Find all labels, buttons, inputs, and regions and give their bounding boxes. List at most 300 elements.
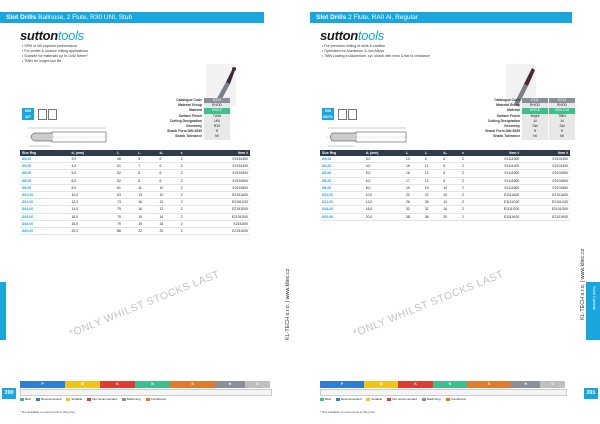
table-cell: 6 xyxy=(158,156,179,163)
right-note: * Not available on some tools in this price xyxy=(320,410,375,414)
table-cell: E2151500 xyxy=(195,170,250,177)
table-cell: 16 xyxy=(136,199,157,206)
spine-right-text: KL-TECH s.r.o. | www.kltec.cz xyxy=(580,248,586,320)
table-cell: E1111500 xyxy=(474,170,521,177)
table-cell: 12 xyxy=(441,199,460,206)
material-group: O xyxy=(540,381,565,388)
table-cell: E2101C00 xyxy=(521,199,570,206)
column-header: d₁ (mm) xyxy=(69,150,115,156)
table-cell: 2 xyxy=(179,227,195,234)
table-cell: Ø5,00 xyxy=(20,170,69,177)
right-watermark: *ONLY WHILST STOCKS LAST xyxy=(351,268,506,340)
right-logo-b: tools xyxy=(357,28,384,43)
spec-value: h6 xyxy=(204,134,230,139)
legend-label: Recommended xyxy=(41,397,62,401)
legend-swatch xyxy=(336,398,340,401)
table-row xyxy=(320,156,570,163)
legend-swatch xyxy=(422,398,426,401)
table-cell: E2151800 xyxy=(195,184,250,191)
table-cell: Ø4,00 xyxy=(320,163,364,170)
slot-icon xyxy=(338,109,347,120)
spec-value: E210 xyxy=(549,98,575,103)
left-bullets xyxy=(22,44,88,64)
table-cell: 6 xyxy=(158,177,179,184)
table-cell: 4,0 xyxy=(69,163,115,170)
table-cell: 26 xyxy=(423,199,442,206)
table-cell: 20,0 xyxy=(69,227,115,234)
right-side-tab xyxy=(586,282,600,340)
bars-icon xyxy=(348,109,357,120)
table-cell: 16,0 xyxy=(69,213,115,220)
table-cell: 10,0 xyxy=(69,191,115,198)
legend-item xyxy=(366,397,382,401)
table-cell: 6 xyxy=(441,163,460,170)
table-cell: 12,0 xyxy=(364,199,404,206)
spec-value: HSS-E xyxy=(204,108,230,113)
table-cell: 22 xyxy=(136,227,157,234)
legend-item xyxy=(422,397,441,401)
table-cell: Ø8,00 xyxy=(20,184,69,191)
table-cell: 8 xyxy=(136,177,157,184)
table-cell: 79 xyxy=(115,213,136,220)
spec-label: Material xyxy=(189,108,202,113)
table-cell: 46 xyxy=(115,156,136,163)
left-legend xyxy=(20,397,171,401)
table-cell: 26 xyxy=(404,199,423,206)
table-cell: 8,0 xyxy=(69,184,115,191)
table-cell: E1111K00 xyxy=(474,213,521,220)
table-cell: 10 xyxy=(441,191,460,198)
table-cell: 2 xyxy=(179,156,195,163)
table-cell: 19 xyxy=(136,220,157,227)
table-cell: E2101300 xyxy=(521,156,570,163)
left-product-table xyxy=(20,150,250,235)
table-cell: 16,0 xyxy=(364,206,404,213)
spine-left-text: KL-TECH s.r.o. | www.kltec.cz xyxy=(285,268,291,340)
right-bullet: • Optimised for Aluminium & non Alloys xyxy=(322,49,430,54)
table-row xyxy=(20,184,250,191)
table-cell: E1111800 xyxy=(474,184,521,191)
right-logo-a: sutton xyxy=(320,28,358,43)
spec-label: Catalogue Code xyxy=(176,98,202,102)
table-cell: 18,0 xyxy=(69,220,115,227)
left-bullet: • TiAlN for longer tool life xyxy=(22,59,88,64)
table-cell: Ø6,00 xyxy=(320,177,364,184)
legend-label: Suitable xyxy=(71,397,83,401)
table-cell: 10 xyxy=(441,184,460,191)
right-logo xyxy=(320,28,384,43)
legend-swatch xyxy=(66,398,70,401)
spec-value: Al xyxy=(522,119,548,124)
legend-label: Recommended xyxy=(341,397,362,401)
left-header-category: Slot Drills xyxy=(6,14,37,21)
table-cell: 79 xyxy=(115,220,136,227)
spec-value: RHOD xyxy=(549,103,575,108)
material-group: N xyxy=(135,381,170,388)
table-cell: 20,0 xyxy=(364,213,404,220)
table-cell: E1111G00 xyxy=(474,206,521,213)
material-group: P xyxy=(320,381,364,388)
table-cell: 2 xyxy=(179,170,195,177)
table-cell: 8 xyxy=(136,170,157,177)
table-cell: 5 xyxy=(136,156,157,163)
table-cell: 73 xyxy=(115,199,136,206)
table-cell: Ø3,00 xyxy=(20,156,69,163)
legend-label: Not recommended xyxy=(92,397,117,401)
table-cell: 2 xyxy=(179,177,195,184)
material-group: P xyxy=(20,381,65,388)
table-cell: Ø10,00 xyxy=(20,191,69,198)
legend-swatch xyxy=(366,398,370,401)
spec-label: Geometry xyxy=(504,123,520,128)
right-header-category: Slot Drills xyxy=(316,14,347,21)
column-header: z xyxy=(179,150,195,156)
material-group: M xyxy=(364,381,398,388)
table-row xyxy=(320,213,570,220)
right-header-title: 2 Flute, RA0 Al, Regular xyxy=(346,14,418,21)
slot-icon xyxy=(38,109,47,120)
table-cell: Ø16,00 xyxy=(320,206,364,213)
material-group: S xyxy=(170,381,215,388)
legend-item xyxy=(336,397,361,401)
right-bullets xyxy=(322,44,430,59)
table-cell: 12 xyxy=(158,206,179,213)
table-row xyxy=(20,191,250,198)
table-cell: 32 xyxy=(404,206,423,213)
table-cell: 2 xyxy=(460,177,474,184)
legend-swatch xyxy=(20,398,24,401)
column-header: Item # xyxy=(195,150,250,156)
table-row xyxy=(20,213,250,220)
spec-label: Material Group xyxy=(496,103,520,108)
material-group: H xyxy=(215,381,245,388)
table-row xyxy=(20,170,250,177)
material-group: H xyxy=(511,381,540,388)
table-row xyxy=(20,206,250,213)
table-row xyxy=(320,163,570,170)
table-cell: E2151400 xyxy=(195,163,250,170)
spec-label: Surface Finish xyxy=(496,113,520,118)
right-bullet: • For precision milling of slots & cavities xyxy=(322,44,430,49)
table-cell: 14,0 xyxy=(69,206,115,213)
table-cell: E2101A00 xyxy=(521,191,570,198)
table-row xyxy=(320,170,570,177)
table-cell: 3,0 xyxy=(364,156,404,163)
right-product-table xyxy=(320,150,570,221)
table-cell: 88 xyxy=(115,227,136,234)
right-header xyxy=(310,12,572,23)
table-cell: Ø12,00 xyxy=(320,199,364,206)
right-din-badge: DIN 6527L xyxy=(323,109,333,119)
column-header: Size Reg xyxy=(320,150,364,156)
table-cell: 2 xyxy=(179,213,195,220)
spec-value: E111 xyxy=(522,98,548,103)
spec-value: UNI xyxy=(204,119,230,124)
spec-value: E215 xyxy=(204,98,230,103)
spec-value: Std xyxy=(549,124,575,129)
spec-label: Geometry xyxy=(186,123,202,128)
table-cell: E1111C00 xyxy=(474,199,521,206)
legend-swatch xyxy=(320,398,324,401)
table-cell: Ø12,00 xyxy=(20,199,69,206)
legend-label: Machining xyxy=(426,397,441,401)
table-cell: Ø16,00 xyxy=(20,213,69,220)
table-cell: 17 xyxy=(404,177,423,184)
spec-value: HSS-E xyxy=(522,108,548,113)
table-cell: 79 xyxy=(115,206,136,213)
table-cell: E2151A00 xyxy=(195,191,250,198)
legend-item xyxy=(320,397,331,401)
table-cell: 13 xyxy=(404,156,423,163)
table-cell: 16 xyxy=(158,220,179,227)
table-cell: 2 xyxy=(460,213,474,220)
table-cell: 6,0 xyxy=(364,177,404,184)
column-header: d₁ (mm) xyxy=(364,150,404,156)
left-tool-drawing xyxy=(22,126,112,148)
legend-label: Conditional xyxy=(450,397,466,401)
left-bullet: • SPM of 4th superior performance xyxy=(22,44,88,49)
spec-value: H xyxy=(522,129,548,134)
table-cell: 6 xyxy=(158,163,179,170)
legend-item xyxy=(66,397,82,401)
legend-item xyxy=(387,397,417,401)
table-cell: 13 xyxy=(136,191,157,198)
left-spec-row xyxy=(152,134,231,139)
spec-value: TiBN xyxy=(549,114,575,119)
left-material-bar xyxy=(20,381,270,388)
spec-label: Shank Tolerance xyxy=(493,134,520,139)
legend-swatch xyxy=(36,398,40,401)
table-cell: 19 xyxy=(404,184,423,191)
left-header-title: Ballnose, 2 Flute, R30 UNI, Stub xyxy=(36,14,133,21)
material-group: N xyxy=(433,381,467,388)
right-spec-table xyxy=(470,98,576,140)
right-material-scale xyxy=(320,389,567,396)
table-cell: 5,0 xyxy=(364,170,404,177)
table-cell: Ø20,00 xyxy=(320,213,364,220)
table-cell: 10 xyxy=(158,184,179,191)
left-bullet: • For profile & contour milling applications xyxy=(22,49,88,54)
column-header: l₂ xyxy=(136,150,157,156)
table-row xyxy=(20,227,250,234)
column-header: Item # xyxy=(474,150,521,156)
spec-label: Cutting Designation xyxy=(487,118,520,123)
table-cell: E2101400 xyxy=(521,163,570,170)
table-cell: 6 xyxy=(441,170,460,177)
spec-value: h6 xyxy=(522,134,548,139)
table-cell: Ø18,00 xyxy=(20,220,69,227)
material-group: K xyxy=(100,381,135,388)
table-cell: 2 xyxy=(460,199,474,206)
table-cell: E2151I00 xyxy=(195,220,250,227)
material-group: K xyxy=(398,381,432,388)
table-cell: 38 xyxy=(404,213,423,220)
table-cell: E2101500 xyxy=(521,170,570,177)
left-logo-a: sutton xyxy=(20,28,58,43)
left-page-number: 390 xyxy=(2,388,16,399)
table-cell: Ø5,00 xyxy=(320,170,364,177)
left-feature-icons xyxy=(38,109,58,119)
table-cell: 20 xyxy=(158,227,179,234)
table-cell: 2 xyxy=(460,184,474,191)
legend-item xyxy=(20,397,31,401)
table-row xyxy=(20,163,250,170)
right-page xyxy=(300,0,600,424)
table-cell: E2151600 xyxy=(195,177,250,184)
spec-label: Material Group xyxy=(178,103,202,108)
bars-icon xyxy=(48,109,57,120)
table-cell: 20 xyxy=(441,213,460,220)
table-cell: 16 xyxy=(404,163,423,170)
table-cell: 13 xyxy=(423,170,442,177)
spec-label: Shank Tolerance xyxy=(175,134,202,139)
table-cell: Ø8,00 xyxy=(320,184,364,191)
spec-value: Bright xyxy=(522,114,548,119)
table-cell: E1111600 xyxy=(474,177,521,184)
table-cell: 52 xyxy=(115,170,136,177)
table-cell: Ø4,00 xyxy=(20,163,69,170)
table-cell: Ø6,00 xyxy=(20,177,69,184)
legend-item xyxy=(146,397,166,401)
legend-item xyxy=(122,397,141,401)
column-header: z xyxy=(460,150,474,156)
legend-swatch xyxy=(87,398,91,401)
right-spec-row xyxy=(470,134,576,139)
right-legend xyxy=(320,397,471,401)
table-row xyxy=(20,156,250,163)
left-din-badge: DIN 327 xyxy=(22,108,34,120)
table-cell: Ø10,00 xyxy=(320,191,364,198)
left-logo-b: tools xyxy=(57,28,84,43)
column-header: Item # xyxy=(521,150,570,156)
table-cell: E1111300 xyxy=(474,156,521,163)
table-cell: 51 xyxy=(115,163,136,170)
table-row xyxy=(20,220,250,227)
spec-label: Shank Form DIN 6535 xyxy=(167,129,202,134)
table-cell: 12,0 xyxy=(69,199,115,206)
table-cell: 2 xyxy=(460,206,474,213)
table-cell: 6 xyxy=(158,170,179,177)
table-cell: Ø14,00 xyxy=(20,206,69,213)
table-cell: E2101G00 xyxy=(521,206,570,213)
column-header: l₁ xyxy=(115,150,136,156)
right-side-tab-label: Solid Carbide xyxy=(592,286,597,311)
table-cell: 3,0 xyxy=(69,156,115,163)
spec-value: h6 xyxy=(549,134,575,139)
table-cell: E2151300 xyxy=(195,156,250,163)
table-cell: 2 xyxy=(179,206,195,213)
table-cell: 38 xyxy=(423,213,442,220)
table-cell: Ø3,00 xyxy=(320,156,364,163)
legend-label: Suitable xyxy=(371,397,383,401)
spec-label: Catalogue Code xyxy=(494,98,520,102)
table-cell: 4,0 xyxy=(364,163,404,170)
left-material-scale xyxy=(20,389,272,396)
left-watermark: *ONLY WHILST STOCKS LAST xyxy=(67,268,222,340)
table-row xyxy=(320,184,570,191)
left-bullet: • Suitable for materials up to 1x40 N/mm² xyxy=(22,54,88,59)
table-cell: 63 xyxy=(115,191,136,198)
table-cell: E2151E00 xyxy=(195,206,250,213)
table-cell: E1111A00 xyxy=(474,191,521,198)
table-row xyxy=(320,206,570,213)
table-cell: 2 xyxy=(460,170,474,177)
spec-value: Al xyxy=(549,119,575,124)
column-header: d₂ xyxy=(441,150,460,156)
table-row xyxy=(20,199,250,206)
table-cell: 6 xyxy=(441,156,460,163)
table-cell: E2101600 xyxy=(521,177,570,184)
table-row xyxy=(320,177,570,184)
spec-value: Std xyxy=(522,124,548,129)
table-cell: 2 xyxy=(460,163,474,170)
table-cell: 52 xyxy=(115,177,136,184)
table-cell: 2 xyxy=(179,163,195,170)
table-cell: 6 xyxy=(441,177,460,184)
legend-label: Conditional xyxy=(150,397,166,401)
left-note: * Not available on some tools in this price xyxy=(20,410,75,414)
table-row xyxy=(320,191,570,198)
table-cell: E2151G00 xyxy=(195,213,250,220)
column-header: l₂ xyxy=(423,150,442,156)
table-cell: 8,0 xyxy=(364,184,404,191)
legend-swatch xyxy=(387,398,391,401)
table-row xyxy=(320,199,570,206)
table-cell: 16 xyxy=(136,206,157,213)
left-logo xyxy=(20,28,84,43)
table-cell: 12 xyxy=(158,199,179,206)
table-cell: 22 xyxy=(404,191,423,198)
table-row xyxy=(20,177,250,184)
legend-item xyxy=(446,397,466,401)
table-cell: 6 xyxy=(423,156,442,163)
left-spec-table xyxy=(152,98,231,140)
table-cell: 2 xyxy=(179,199,195,206)
table-cell: E2151K00 xyxy=(195,227,250,234)
spec-value: H xyxy=(204,129,230,134)
column-header: l₁ xyxy=(404,150,423,156)
table-cell: E2151C00 xyxy=(195,199,250,206)
left-header xyxy=(0,12,264,23)
table-cell: 16 xyxy=(158,213,179,220)
table-cell: 32 xyxy=(423,206,442,213)
table-cell: 7 xyxy=(136,163,157,170)
table-cell: Ø20,00 xyxy=(20,227,69,234)
table-cell: 10,0 xyxy=(364,191,404,198)
right-tool-drawing xyxy=(322,126,412,148)
table-cell: 10 xyxy=(158,191,179,198)
spec-value: R30 xyxy=(204,124,230,129)
table-cell: E1111400 xyxy=(474,163,521,170)
table-cell: 6,0 xyxy=(69,177,115,184)
table-cell: E2101K00 xyxy=(521,213,570,220)
spec-value: HSS-Co8 xyxy=(549,108,575,113)
table-cell: 16 xyxy=(404,170,423,177)
spec-label: Cutting Designation xyxy=(169,118,202,123)
legend-swatch xyxy=(446,398,450,401)
right-page-number: 391 xyxy=(584,388,598,399)
table-cell: 5,0 xyxy=(69,170,115,177)
table-cell: 61 xyxy=(115,184,136,191)
spec-value: RHOD xyxy=(522,103,548,108)
table-cell: 13 xyxy=(423,177,442,184)
table-cell: 22 xyxy=(423,191,442,198)
legend-label: Best xyxy=(325,397,332,401)
legend-swatch xyxy=(146,398,150,401)
legend-label: Best xyxy=(25,397,32,401)
spec-value: RHOD xyxy=(204,103,230,108)
right-bullet: • TiBN coating in Aluminium, cyl. shank with neck & flat to clearance xyxy=(322,54,430,59)
